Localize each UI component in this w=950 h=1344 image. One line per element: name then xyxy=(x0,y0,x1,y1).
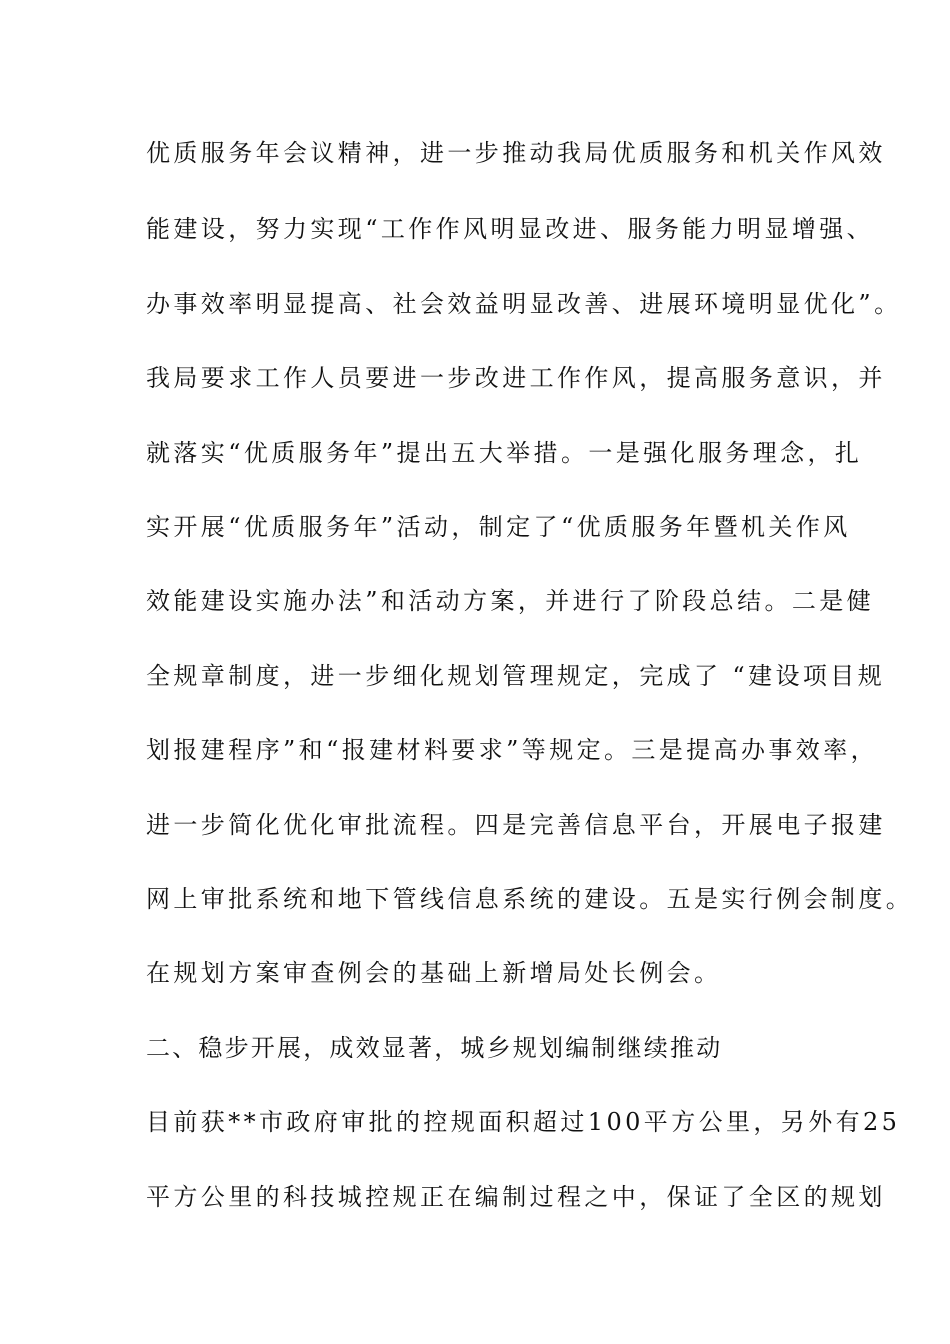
paragraph-line: 进一步简化优化审批流程。四是完善信息平台，开展电子报建 xyxy=(146,811,886,839)
paragraph-line: 能建设，努力实现“工作作风明显改进、服务能力明显增强、 xyxy=(146,215,875,243)
paragraph-line: 就落实“优质服务年”提出五大举措。一是强化服务理念，扎 xyxy=(146,439,863,467)
paragraph-line: 我局要求工作人员要进一步改进工作作风，提高服务意识，并 xyxy=(146,364,886,392)
paragraph-line: 优质服务年会议精神，进一步推动我局优质服务和机关作风效 xyxy=(146,139,886,167)
paragraph-line: 划报建程序”和“报建材料要求”等规定。三是提高办事效率， xyxy=(146,736,879,764)
paragraph-line: 在规划方案审查例会的基础上新增局处长例会。 xyxy=(146,959,722,987)
paragraph-line: 实开展“优质服务年”活动，制定了“优质服务年暨机关作风 xyxy=(146,513,851,541)
paragraph-line: 效能建设实施办法”和活动方案，并进行了阶段总结。二是健 xyxy=(146,587,875,615)
paragraph-line: 办事效率明显提高、社会效益明显改善、进展环境明显优化”。 xyxy=(146,290,902,318)
paragraph-line: 目前获**市政府审批的控规面积超过100平方公里，另外有25 xyxy=(146,1108,901,1136)
paragraph-line: 全规章制度，进一步细化规划管理规定，完成了 “建设项目规 xyxy=(146,662,886,690)
section-heading: 二、稳步开展，成效显著，城乡规划编制继续推动 xyxy=(146,1034,723,1062)
paragraph-line: 平方公里的科技城控规正在编制过程之中，保证了全区的规划 xyxy=(146,1183,886,1211)
paragraph-line: 网上审批系统和地下管线信息系统的建设。五是实行例会制度。 xyxy=(146,885,914,913)
